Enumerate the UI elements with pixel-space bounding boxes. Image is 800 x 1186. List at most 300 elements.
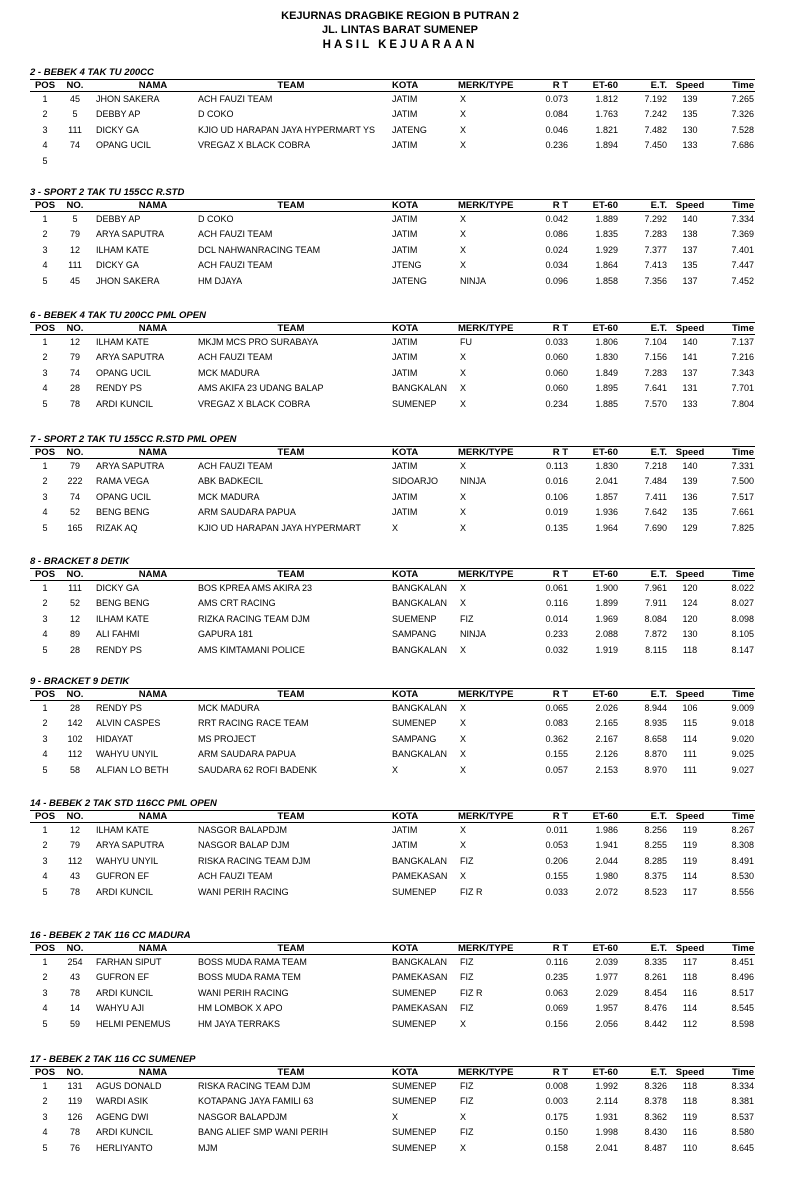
class-title: 7 - SPORT 2 TAK TU 155CC R.STD PML OPEN [30, 434, 237, 445]
cell-et-60: 1.821 [595, 124, 618, 135]
event-title: KEJURNAS DRAGBIKE REGION B PUTRAN 2 [281, 10, 519, 22]
cell-et: 8.326 [644, 1081, 667, 1091]
column-header-team: TEAM [277, 689, 305, 700]
cell-et: 8.256 [644, 825, 667, 835]
cell-et: 7.911 [645, 598, 667, 609]
table-row [30, 521, 755, 536]
class-title: 8 - BRACKET 8 DETIK [30, 556, 130, 567]
table-row [30, 643, 755, 658]
cell-rt: 0.135 [545, 522, 568, 533]
cell-rt: 0.014 [545, 613, 568, 624]
cell-time: 8.022 [731, 583, 754, 593]
cell-nama: HELMI PENEMUS [96, 1018, 171, 1029]
cell-speed: 116 [682, 1127, 698, 1138]
cell-kota: SUMENEP [392, 1096, 437, 1107]
cell-team: AMS CRT RACING [198, 598, 276, 609]
cell-et-60: 1.900 [595, 583, 618, 593]
cell-rt: 0.065 [545, 703, 568, 713]
results-heading: HASIL KEJUARAAN [322, 39, 478, 51]
table-row [30, 397, 755, 412]
cell-et-60: 2.044 [595, 855, 618, 866]
cell-rt: 0.155 [545, 871, 568, 882]
cell-speed: 119 [682, 840, 698, 851]
cell-pos: 2 [42, 109, 48, 120]
cell-speed: 118 [682, 972, 698, 983]
cell-nama: ARYA SAPUTRA [96, 461, 165, 471]
cell-merk-type: X [460, 367, 467, 378]
column-header-row [30, 810, 755, 823]
column-header-et: E.T. [650, 323, 667, 334]
cell-pos: 3 [42, 124, 48, 135]
column-header-speed: Speed [675, 943, 705, 954]
cell-speed: 112 [682, 1018, 698, 1029]
column-header-merk-type: MERK/TYPE [458, 943, 514, 954]
cell-kota: SAMPANG [392, 733, 437, 744]
cell-nama: ARYA SAPUTRA [96, 229, 165, 240]
cell-merk-type: X [460, 1142, 467, 1153]
column-header-merk-type: MERK/TYPE [458, 689, 514, 700]
class-title: 2 - BEBEK 4 TAK TU 200CC [30, 67, 154, 78]
cell-no: 79 [69, 461, 80, 471]
cell-rt: 0.057 [545, 764, 568, 775]
cell-speed: 140 [682, 214, 698, 224]
cell-et: 8.375 [644, 871, 667, 882]
cell-time: 7.216 [731, 352, 754, 363]
cell-et-60: 1.957 [595, 1003, 618, 1014]
cell-et: 7.283 [644, 367, 667, 378]
cell-time: 8.105 [731, 629, 754, 640]
cell-pos: 1 [42, 461, 48, 471]
cell-pos: 2 [42, 1096, 48, 1107]
race-class-section [30, 67, 755, 169]
cell-pos: 5 [42, 644, 48, 655]
cell-nama: RENDY PS [96, 383, 142, 394]
cell-et-60: 1.885 [595, 398, 618, 409]
cell-rt: 0.158 [545, 1142, 568, 1153]
cell-et: 8.261 [644, 972, 667, 983]
cell-team: GAPURA 181 [198, 629, 254, 640]
cell-et: 7.872 [644, 629, 667, 640]
cell-pos: 4 [42, 1003, 48, 1014]
cell-et-60: 2.041 [595, 476, 618, 487]
cell-et: 7.642 [644, 507, 667, 518]
column-header-rt: R T [552, 1067, 568, 1078]
cell-rt: 0.073 [545, 94, 568, 104]
column-header-rt: R T [552, 200, 568, 211]
cell-et-60: 1.835 [595, 229, 618, 240]
cell-pos: 3 [42, 1111, 48, 1122]
cell-nama: DICKY GA [96, 124, 139, 135]
cell-nama: ILHAM KATE [96, 825, 149, 835]
cell-time: 8.027 [731, 598, 754, 609]
cell-time: 8.308 [731, 840, 754, 851]
cell-no: 78 [69, 1127, 80, 1138]
cell-speed: 111 [683, 749, 697, 760]
cell-merk-type: X [460, 840, 467, 851]
cell-kota: JATIM [392, 244, 418, 255]
cell-kota: BANGKALAN [392, 598, 448, 609]
column-header-nama: NAMA [138, 1067, 168, 1078]
cell-nama: AGUS DONALD [96, 1081, 162, 1091]
cell-team: VREGAZ X BLACK COBRA [198, 398, 311, 409]
cell-speed: 138 [682, 229, 698, 240]
column-header-nama: NAMA [138, 200, 168, 211]
cell-merk-type: X [460, 461, 467, 471]
cell-kota: JATIM [392, 840, 418, 851]
cell-merk-type: FIZ [460, 855, 474, 866]
cell-rt: 0.019 [545, 507, 568, 518]
cell-merk-type: X [460, 491, 467, 502]
cell-merk-type: X [460, 583, 467, 593]
cell-et: 7.484 [644, 476, 667, 487]
cell-et: 7.192 [644, 94, 667, 104]
column-header-et: E.T. [650, 80, 667, 91]
table-row [30, 490, 755, 505]
cell-merk-type: FIZ [460, 613, 474, 624]
column-header-speed: Speed [675, 80, 705, 91]
cell-team: ACH FAUZI TEAM [198, 260, 273, 271]
table-row [30, 474, 755, 489]
cell-nama: WAHYU AJI [96, 1003, 145, 1014]
cell-no: 254 [67, 957, 83, 967]
cell-team: MS PROJECT [198, 733, 257, 744]
column-header-et-60: ET-60 [592, 323, 618, 334]
cell-et: 7.218 [644, 461, 667, 471]
cell-time: 7.326 [731, 109, 754, 120]
cell-kota: PAMEKASAN [392, 1003, 448, 1014]
cell-nama: BENG BENG [96, 598, 150, 609]
table-row [30, 459, 755, 474]
cell-team: RRT RACING RACE TEAM [198, 718, 309, 729]
cell-team: ACH FAUZI TEAM [198, 352, 273, 363]
cell-no: 78 [69, 987, 80, 998]
cell-merk-type: FIZ [460, 1081, 474, 1091]
cell-nama: RAMA VEGA [96, 476, 150, 487]
column-header-nama: NAMA [138, 689, 168, 700]
column-header-et-60: ET-60 [592, 1067, 618, 1078]
column-header-no: NO. [66, 689, 84, 700]
column-header-speed: Speed [675, 811, 705, 822]
cell-no: 79 [69, 840, 80, 851]
cell-kota: BANGKALAN [392, 383, 448, 394]
cell-speed: 141 [682, 352, 698, 363]
column-header-et: E.T. [650, 689, 667, 700]
cell-no: 222 [67, 476, 83, 487]
cell-no: 74 [69, 140, 80, 151]
column-header-team: TEAM [277, 569, 305, 580]
table-row [30, 1094, 755, 1109]
column-header-row [30, 446, 755, 459]
cell-rt: 0.113 [546, 461, 568, 471]
cell-nama: ALVIN CASPES [96, 718, 161, 729]
cell-speed: 120 [682, 583, 698, 593]
table-row [30, 716, 755, 731]
cell-kota: JATENG [392, 124, 427, 135]
table-row [30, 123, 755, 138]
cell-et-60: 1.864 [595, 260, 618, 271]
cell-nama: ARDI KUNCIL [96, 398, 154, 409]
cell-merk-type: X [460, 229, 467, 240]
cell-nama: GUFRON EF [96, 972, 149, 983]
column-header-kota: KOTA [392, 323, 419, 334]
column-header-rt: R T [552, 323, 568, 334]
cell-et: 8.362 [644, 1111, 667, 1122]
table-row [30, 596, 755, 611]
race-class-section [30, 187, 755, 289]
cell-rt: 0.116 [546, 957, 568, 967]
table-row [30, 335, 755, 350]
cell-rt: 0.061 [545, 583, 568, 593]
cell-no: 102 [67, 733, 83, 744]
cell-pos: 4 [42, 871, 48, 882]
cell-rt: 0.086 [545, 229, 568, 240]
cell-team: MCK MADURA [198, 703, 260, 713]
cell-pos: 5 [42, 886, 48, 897]
cell-team: BOSS MUDA RAMA TEM [198, 972, 301, 983]
cell-nama: DEBBY AP [96, 214, 141, 224]
cell-speed: 133 [682, 398, 698, 409]
cell-pos: 5 [42, 155, 48, 166]
cell-et-60: 1.894 [595, 140, 618, 151]
cell-no: 43 [69, 871, 80, 882]
cell-time: 8.381 [731, 1096, 754, 1107]
cell-merk-type: X [460, 825, 467, 835]
cell-pos: 1 [42, 337, 48, 347]
race-class-section [30, 676, 755, 778]
column-header-row [30, 79, 755, 92]
column-header-kota: KOTA [392, 811, 419, 822]
cell-merk-type: FIZ [460, 1096, 474, 1107]
cell-rt: 0.060 [545, 383, 568, 394]
cell-merk-type: X [460, 718, 467, 729]
column-header-merk-type: MERK/TYPE [458, 811, 514, 822]
cell-team: ACH FAUZI TEAM [198, 871, 273, 882]
table-row [30, 92, 755, 107]
cell-pos: 3 [42, 491, 48, 502]
column-header-nama: NAMA [138, 80, 168, 91]
cell-et-60: 1.857 [595, 491, 618, 502]
column-header-kota: KOTA [392, 447, 419, 458]
column-header-no: NO. [66, 323, 84, 334]
event-venue: JL. LINTAS BARAT SUMENEP [321, 24, 479, 36]
cell-rt: 0.233 [545, 629, 568, 640]
cell-speed: 120 [682, 613, 698, 624]
cell-pos: 2 [42, 352, 48, 363]
cell-no: 59 [69, 1018, 80, 1029]
column-header-rt: R T [552, 569, 568, 580]
cell-et-60: 1.998 [595, 1127, 618, 1138]
cell-team: NASGOR BALAP DJM [198, 840, 290, 851]
cell-et: 7.104 [644, 337, 667, 347]
cell-time: 9.009 [731, 703, 754, 713]
cell-no: 126 [67, 1111, 83, 1122]
table-row [30, 986, 755, 1001]
table-row [30, 154, 755, 169]
cell-speed: 118 [682, 1096, 698, 1107]
cell-et-60: 2.029 [595, 987, 618, 998]
cell-no: 5 [72, 214, 78, 224]
cell-team: DCL NAHWANRACING TEAM [198, 244, 321, 255]
table-row [30, 581, 755, 596]
cell-speed: 135 [682, 260, 698, 271]
table-row [30, 1017, 755, 1032]
cell-rt: 0.024 [545, 244, 568, 255]
cell-merk-type: X [460, 260, 467, 271]
cell-et: 7.482 [644, 124, 667, 135]
cell-kota: X [392, 764, 399, 775]
cell-speed: 140 [682, 337, 698, 347]
cell-rt: 0.046 [545, 124, 568, 135]
cell-pos: 4 [42, 507, 48, 518]
column-header-et-60: ET-60 [592, 943, 618, 954]
cell-nama: ILHAM KATE [96, 337, 149, 347]
column-header-time: Time [731, 80, 754, 91]
cell-kota: BANGKALAN [392, 957, 448, 967]
cell-speed: 124 [682, 598, 698, 609]
cell-team: HM DJAYA [198, 275, 243, 286]
table-row [30, 366, 755, 381]
cell-speed: 130 [682, 629, 698, 640]
column-header-kota: KOTA [392, 943, 419, 954]
cell-et: 8.454 [644, 987, 667, 998]
cell-merk-type: X [460, 94, 467, 104]
cell-kota: JATIM [392, 461, 418, 471]
cell-no: 45 [69, 94, 80, 104]
column-header-time: Time [731, 1067, 754, 1078]
cell-et: 8.335 [644, 957, 667, 967]
cell-no: 78 [69, 398, 80, 409]
cell-team: MKJM MCS PRO SURABAYA [198, 337, 319, 347]
cell-pos: 1 [42, 583, 48, 593]
cell-et-60: 2.026 [595, 703, 618, 713]
cell-time: 8.491 [731, 855, 754, 866]
cell-time: 7.334 [731, 214, 754, 224]
cell-speed: 135 [682, 109, 698, 120]
cell-pos: 3 [42, 733, 48, 744]
cell-no: 111 [68, 260, 82, 271]
cell-team: ACH FAUZI TEAM [198, 94, 273, 104]
cell-nama: ILHAM KATE [96, 613, 149, 624]
cell-speed: 118 [682, 644, 698, 655]
column-header-kota: KOTA [392, 200, 419, 211]
cell-speed: 111 [683, 764, 697, 775]
cell-et-60: 2.072 [595, 886, 618, 897]
cell-kota: SIDOARJO [392, 476, 439, 487]
cell-nama: ARYA SAPUTRA [96, 352, 165, 363]
cell-et-60: 1.941 [595, 840, 618, 851]
race-class-section [30, 556, 755, 658]
cell-no: 111 [68, 124, 82, 135]
column-header-et-60: ET-60 [592, 811, 618, 822]
cell-et-60: 2.165 [595, 718, 618, 729]
column-header-row [30, 199, 755, 212]
cell-team: D COKO [198, 214, 234, 224]
column-header-nama: NAMA [138, 943, 168, 954]
cell-speed: 118 [682, 1081, 698, 1091]
cell-speed: 117 [682, 886, 698, 897]
cell-pos: 3 [42, 244, 48, 255]
column-header-no: NO. [66, 569, 84, 580]
cell-nama: ARDI KUNCIL [96, 886, 154, 897]
cell-et: 8.944 [644, 703, 667, 713]
cell-et: 7.641 [644, 383, 667, 394]
cell-kota: JATIM [392, 367, 418, 378]
cell-et: 8.084 [644, 613, 667, 624]
cell-et-60: 1.830 [595, 461, 618, 471]
table-row [30, 243, 755, 258]
cell-team: KJIO UD HARAPAN JAYA HYPERMART YS [198, 124, 376, 135]
cell-speed: 129 [682, 522, 698, 533]
cell-no: 165 [67, 522, 83, 533]
cell-kota: X [392, 522, 399, 533]
cell-et-60: 1.969 [595, 613, 618, 624]
column-header-et: E.T. [650, 569, 667, 580]
cell-et: 8.442 [644, 1018, 667, 1029]
cell-nama: JHON SAKERA [96, 94, 160, 104]
cell-team: ARM SAUDARA PAPUA [198, 749, 296, 760]
cell-pos: 3 [42, 855, 48, 866]
cell-rt: 0.206 [545, 855, 568, 866]
cell-time: 7.265 [731, 94, 754, 104]
cell-et-60: 1.899 [595, 598, 618, 609]
cell-rt: 0.116 [546, 598, 568, 609]
column-header-rt: R T [552, 447, 568, 458]
cell-et-60: 1.931 [595, 1111, 618, 1122]
cell-et-60: 2.153 [595, 764, 618, 775]
cell-et-60: 1.763 [595, 109, 618, 120]
column-header-kota: KOTA [392, 80, 419, 91]
cell-pos: 3 [42, 987, 48, 998]
column-header-kota: KOTA [392, 689, 419, 700]
cell-nama: ILHAM KATE [96, 244, 149, 255]
cell-et-60: 1.992 [595, 1081, 618, 1091]
cell-rt: 0.362 [545, 733, 568, 744]
table-row [30, 885, 755, 900]
cell-time: 7.500 [731, 476, 754, 487]
cell-pos: 5 [42, 522, 48, 533]
cell-nama: WARDI ASIK [96, 1096, 149, 1107]
table-row [30, 1001, 755, 1016]
cell-et: 8.255 [644, 840, 667, 851]
cell-nama: BENG BENG [96, 507, 150, 518]
cell-nama: WAHYU UNYIL [96, 855, 159, 866]
cell-et: 7.242 [644, 109, 667, 120]
cell-team: WANI PERIH RACING [198, 987, 289, 998]
column-header-rt: R T [552, 689, 568, 700]
cell-time: 7.369 [731, 229, 754, 240]
cell-nama: GUFRON EF [96, 871, 149, 882]
cell-kota: SUMENEP [392, 987, 437, 998]
column-header-pos: POS [34, 943, 56, 954]
cell-et-60: 2.039 [595, 957, 618, 967]
cell-no: 131 [67, 1081, 83, 1091]
cell-et-60: 2.167 [595, 733, 618, 744]
cell-time: 8.545 [731, 1003, 754, 1014]
column-header-et-60: ET-60 [592, 689, 618, 700]
cell-et: 7.283 [644, 229, 667, 240]
cell-no: 12 [69, 337, 80, 347]
cell-time: 7.447 [731, 260, 754, 271]
cell-time: 8.598 [731, 1018, 754, 1029]
cell-pos: 2 [42, 598, 48, 609]
cell-team: AMS KIMTAMANI POLICE [198, 644, 305, 655]
cell-kota: SUMENEP [392, 1081, 437, 1091]
column-header-rt: R T [552, 811, 568, 822]
column-header-team: TEAM [277, 811, 305, 822]
cell-team: NASGOR BALAPDJM [198, 825, 288, 835]
cell-kota: BANGKALAN [392, 583, 448, 593]
race-class-section [30, 798, 755, 900]
